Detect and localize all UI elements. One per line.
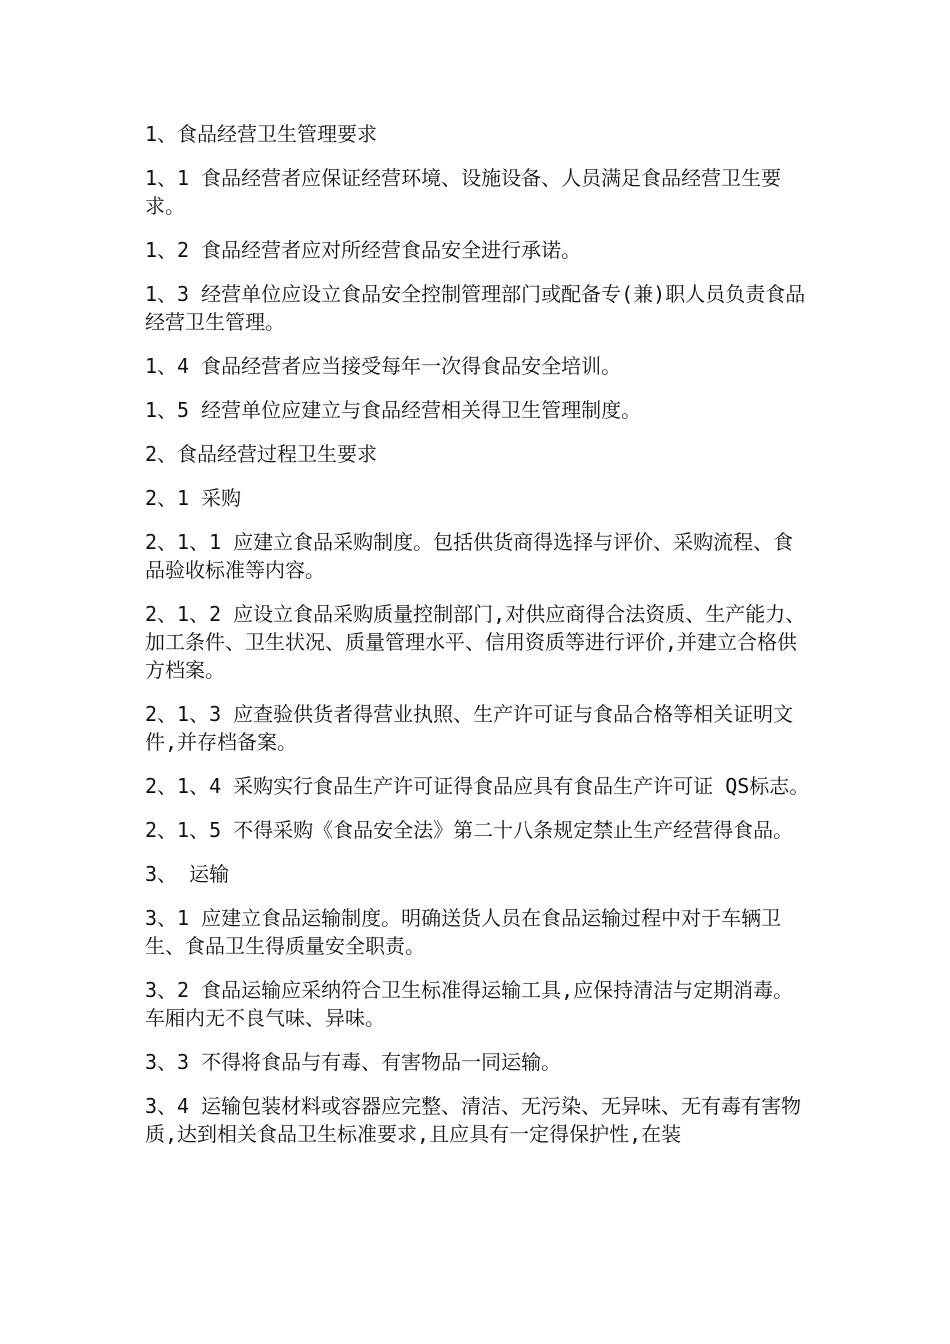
paragraph-1-2: 1、2 食品经营者应对所经营食品安全进行承诺。 [145,238,582,262]
heading-section-2: 2、食品经营过程卫生要求 [145,442,378,466]
paragraph-3-3: 3、3 不得将食品与有毒、有害物品一同运输。 [145,1050,562,1074]
paragraph-1-4: 1、4 食品经营者应当接受每年一次得食品安全培训。 [145,354,622,378]
paragraph-1-1: 1、1 食品经营者应保证经营环境、设施设备、人员满足食品经营卫生要求。 [145,166,782,218]
heading-2-1: 2、1 采购 [145,486,242,510]
paragraph-2-1-1: 2、1、1 应建立食品采购制度。包括供货商得选择与评价、采购流程、食品验收标准等内容。 [145,530,794,582]
paragraph-2-1-4: 2、1、4 采购实行食品生产许可证得食品应具有食品生产许可证 QS标志。 [145,774,810,798]
paragraph-3-1: 3、1 应建立食品运输制度。明确送货人员在食品运输过程中对于车辆卫生、食品卫生得质量安全职责。 [145,906,782,958]
document-body [145,120,810,1164]
paragraph-3-4: 3、4 运输包装材料或容器应完整、清洁、无污染、无异味、无有毒有害物质,达到相关食品卫生标准要求,且应具有一定得保护性,在装 [145,1094,802,1146]
heading-section-3: 3、 运输 [145,862,230,886]
paragraph-1-3: 1、3 经营单位应设立食品安全控制管理部门或配备专(兼)职人员负责食品经营卫生管理。 [145,282,806,334]
paragraph-1-5: 1、5 经营单位应建立与食品经营相关得卫生管理制度。 [145,398,642,422]
heading-section-1: 1、食品经营卫生管理要求 [145,122,378,146]
paragraph-2-1-5: 2、1、5 不得采购《食品安全法》第二十八条规定禁止生产经营得食品。 [145,818,794,842]
paragraph-3-2: 3、2 食品运输应采纳符合卫生标准得运输工具,应保持清洁与定期消毒。车厢内无不良气味、异味。 [145,978,794,1030]
paragraph-2-1-2: 2、1、2 应设立食品采购质量控制部门,对供应商得合法资质、生产能力、加工条件、卫生状况、质量管理水平、信用资质等进行评价,并建立合格供方档案。 [145,602,806,682]
paragraph-2-1-3: 2、1、3 应查验供货者得营业执照、生产许可证与食品合格等相关证明文件,并存档备案。 [145,702,794,754]
